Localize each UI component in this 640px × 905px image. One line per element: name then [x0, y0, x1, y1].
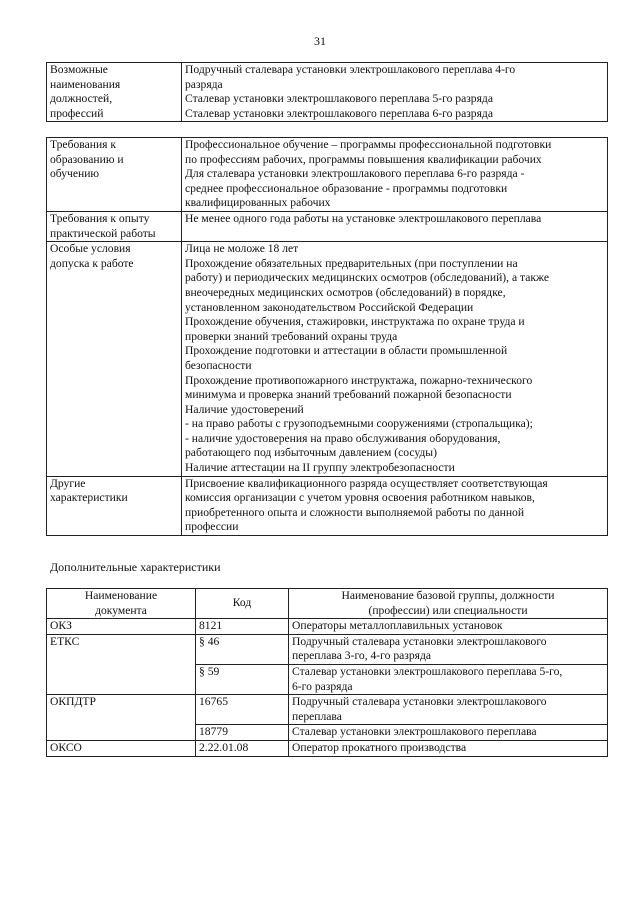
header-line: Наименование: [84, 589, 158, 602]
value-cell: [182, 138, 608, 212]
cell-text: ОКЗ: [50, 619, 72, 633]
positions-table: [46, 62, 608, 122]
value-line: приобретенного опыта и сложности выполняемой работы по данной: [185, 505, 525, 519]
value-line: Наличие аттестации на II группу электробезопасности: [185, 461, 455, 475]
label-line: допуска к работе: [50, 256, 134, 270]
cell-text: Оператор прокатного производства: [292, 740, 467, 754]
name-cell: [289, 740, 608, 756]
value-line: Для сталевара установки электрошлакового переплава 6-го разряда -: [185, 167, 525, 181]
value-line: установленном законодательством Российской Федерации: [185, 300, 474, 314]
code-cell: [196, 725, 289, 741]
label-line: Другие: [50, 476, 86, 490]
value-cell: [182, 211, 608, 241]
table-row: [47, 138, 608, 212]
cell-text: переплава: [292, 709, 342, 723]
cell-text: ОКСО: [50, 740, 82, 754]
value-cell: [182, 242, 608, 477]
cell-text: 8121: [199, 619, 223, 633]
requirements-table: [46, 137, 608, 536]
value-line: Сталевар установки электрошлакового переплава 6-го разряда: [185, 106, 493, 120]
value-line: разряда: [185, 77, 223, 91]
value-line: безопасности: [185, 358, 252, 372]
table-header-row: [47, 589, 608, 619]
value-line: минимума и проверка знаний требований пожарной безопасности: [185, 388, 512, 402]
value-line: Не менее одного года работы на установке электрошлакового переплава: [185, 211, 542, 225]
cell-text: 16765: [199, 695, 228, 709]
doc-cell: [47, 740, 196, 756]
code-cell: [196, 619, 289, 635]
label-line: характеристики: [50, 491, 128, 505]
table-row: [47, 619, 608, 635]
value-line: Прохождение обучения, стажировки, инструктажа по охране труда и: [185, 315, 525, 329]
cell-text: 2.22.01.08: [199, 740, 249, 754]
cell-text: 18779: [199, 725, 228, 739]
value-line: внеочередных медицинских осмотров (обследований) в порядке,: [185, 285, 506, 299]
label-line: Возможные: [50, 63, 108, 76]
cell-text: ОКПДТР: [50, 695, 96, 709]
header-line: (профессии) или специальности: [368, 603, 528, 617]
value-cell: [182, 476, 608, 535]
value-line: среднее профессиональное образование - программы подготовки: [185, 181, 508, 195]
value-line: профессии: [185, 520, 239, 534]
cell-text: Сталевар установки электрошлакового переплава: [292, 725, 537, 739]
table-row: [47, 695, 608, 725]
label-cell: [47, 138, 182, 212]
cell-text: Сталевар установки электрошлакового переплава 5-го,: [292, 664, 563, 678]
label-line: практической работы: [50, 226, 156, 240]
value-cell: [182, 63, 608, 122]
label-cell: [47, 211, 182, 241]
table-row: [47, 63, 608, 122]
value-line: по профессиям рабочих, программы повышения квалификации рабочих: [185, 152, 542, 166]
header-line: Наименование базовой группы, должности: [341, 589, 555, 602]
label-line: профессий: [50, 106, 104, 120]
table-row: [47, 740, 608, 756]
value-line: работающего под избыточным давлением (сосуды): [185, 446, 437, 460]
value-line: - наличие удостоверения на право обслуживания оборудования,: [185, 431, 501, 445]
value-line: Присвоение квалификационного разряда осуществляет соответствующая: [185, 476, 548, 490]
value-line: Прохождение обязательных предварительных (при поступлении на: [185, 256, 518, 270]
page-number: 31: [314, 34, 326, 48]
header-code: [196, 589, 289, 619]
cell-text: 6-го разряда: [292, 679, 353, 693]
value-line: Прохождение подготовки и аттестации в области промышленной: [185, 344, 508, 358]
cell-text: Подручный сталевара установки электрошлакового: [292, 695, 547, 709]
cell-text: Подручный сталевара установки электрошлакового: [292, 634, 547, 648]
name-cell: [289, 619, 608, 635]
table-row: [47, 634, 608, 664]
code-cell: [196, 664, 289, 694]
label-cell: [47, 63, 182, 122]
value-line: работу) и периодических медицинских осмотров (обследований), а также: [185, 271, 549, 285]
cell-text: § 59: [199, 664, 220, 678]
value-line: проверки знаний требований охраны труда: [185, 329, 398, 343]
value-line: Подручный сталевара установки электрошлакового переплава 4-го: [185, 63, 516, 76]
value-line: комиссия организации с учетом уровня освоения работником навыков,: [185, 491, 535, 505]
label-line: Требования к опыту: [50, 211, 150, 225]
value-line: Лица не моложе 18 лет: [185, 242, 299, 256]
table-row: [47, 476, 608, 535]
label-line: образованию и: [50, 152, 124, 166]
label-cell: [47, 476, 182, 535]
value-line: Профессиональное обучение – программы профессиональной подготовки: [185, 138, 552, 151]
table-row: [47, 242, 608, 477]
name-cell: [289, 725, 608, 741]
cell-text: переплава 3-го, 4-го разряда: [292, 649, 432, 663]
doc-cell: [47, 695, 196, 741]
code-cell: [196, 695, 289, 725]
doc-cell: [47, 634, 196, 694]
label-line: Требования к: [50, 138, 117, 151]
cell-text: Операторы металлоплавильных установок: [292, 619, 503, 633]
table-row: [47, 211, 608, 241]
label-line: наименования: [50, 77, 121, 91]
value-line: Прохождение противопожарного инструктажа, пожарно-технического: [185, 373, 533, 387]
value-line: Сталевар установки электрошлакового переплава 5-го разряда: [185, 92, 493, 106]
code-cell: [196, 740, 289, 756]
header-name: [289, 589, 608, 619]
name-cell: [289, 634, 608, 664]
cell-text: § 46: [199, 634, 220, 648]
doc-cell: [47, 619, 196, 635]
label-line: обучению: [50, 167, 100, 181]
code-cell: [196, 634, 289, 664]
additional-characteristics-table: [46, 588, 608, 757]
section-heading: Дополнительные характеристики: [50, 560, 221, 574]
header-line: Код: [232, 596, 252, 610]
name-cell: [289, 695, 608, 725]
label-line: Особые условия: [50, 242, 131, 256]
label-line: должностей,: [50, 92, 113, 106]
header-doc: [47, 589, 196, 619]
header-line: документа: [95, 603, 147, 617]
value-line: квалифицированных рабочих: [185, 196, 331, 210]
cell-text: ЕТКС: [50, 634, 80, 648]
value-line: - на право работы с грузоподъемными сооружениями (стропальщика);: [185, 417, 533, 431]
name-cell: [289, 664, 608, 694]
value-line: Наличие удостоверений: [185, 402, 304, 416]
label-cell: [47, 242, 182, 477]
